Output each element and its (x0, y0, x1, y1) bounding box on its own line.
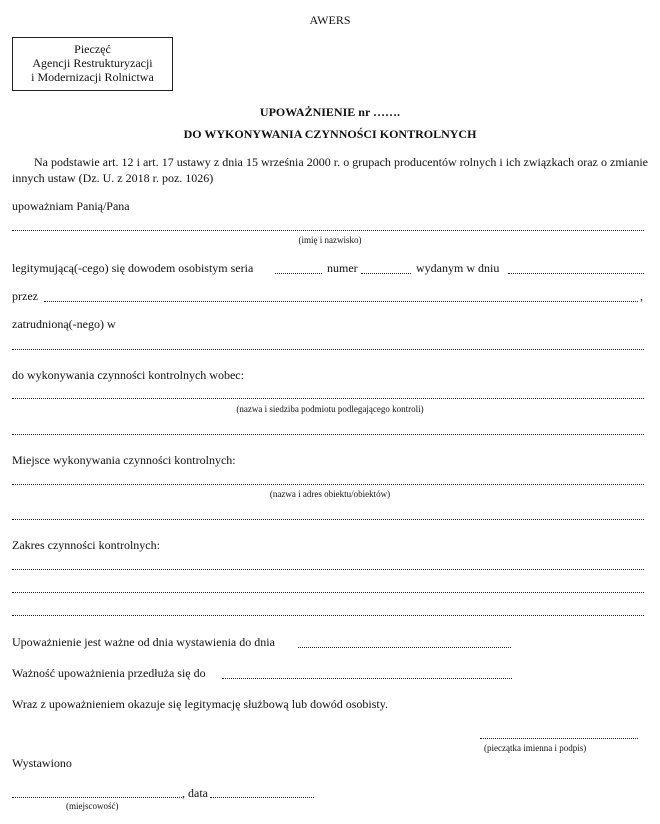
id-number-field[interactable] (361, 273, 411, 274)
date-field[interactable] (210, 797, 314, 798)
date-label: , data (182, 786, 208, 800)
name-caption: (imię i nazwisko) (298, 235, 362, 245)
control-subject-field-2[interactable] (12, 434, 644, 435)
control-subject-caption: (nazwa i siedziba podmiotu podlegającego kontroli) (236, 404, 424, 414)
id-document-note: Wraz z upoważnieniem okazuje się legitymację służbową lub dowód osobisty. (12, 697, 388, 711)
control-place-field-2[interactable] (12, 519, 644, 520)
control-place-field-1[interactable] (12, 484, 644, 485)
legal-basis-paragraph: Na podstawie art. 12 i art. 17 ustawy z dnia 15 września 2000 r. o grupach producentów rolnych i ich związkach oraz o zmianie innych ustaw (Dz. U. z 2018 r. poz. 1026) (12, 155, 648, 185)
control-place-caption: (nazwa i adres obiektu/obiektów) (269, 489, 391, 499)
signature-field[interactable] (480, 738, 638, 739)
stamp-line-2: Agencji Restrukturyzacji (32, 56, 153, 70)
employed-label: zatrudnioną(-nego) w (12, 317, 116, 331)
side-label: AWERS (309, 13, 351, 27)
issued-on-label: wydanym w dniu (416, 261, 500, 275)
id-number-label: numer (327, 261, 358, 275)
document-subtitle: DO WYKONYWANIA CZYNNOŚCI KONTROLNYCH (183, 127, 477, 141)
extension-label: Ważność upoważnienia przedłuża się do (12, 666, 206, 680)
control-subject-label: do wykonywania czynności kontrolnych wobec: (12, 368, 244, 382)
control-place-label: Miejsce wykonywania czynności kontrolnych: (12, 453, 236, 467)
issuer-label: przez (12, 289, 38, 303)
extension-field[interactable] (222, 678, 512, 679)
authorize-label: upoważniam Panią/Pana (12, 199, 130, 213)
stamp-line-3: i Modernizacji Rolnictwa (31, 70, 154, 84)
control-subject-field-1[interactable] (12, 398, 644, 399)
locality-caption: (miejscowość) (66, 801, 119, 811)
valid-until-field[interactable] (298, 647, 511, 648)
id-holder-label: legitymującą(-cego) się dowodem osobistym seria (12, 261, 254, 275)
control-scope-field-2[interactable] (12, 592, 644, 593)
locality-field[interactable] (12, 797, 182, 798)
name-field[interactable] (12, 230, 644, 231)
stamp-line-1: Pieczęć (74, 42, 111, 56)
id-series-field[interactable] (275, 273, 322, 274)
valid-until-label: Upoważnienie jest ważne od dnia wystawienia do dnia (12, 635, 275, 649)
document-title: UPOWAŻNIENIE nr ……. (259, 105, 401, 119)
control-scope-field-3[interactable] (12, 615, 644, 616)
issued-label: Wystawiono (12, 756, 72, 770)
control-scope-label: Zakres czynności kontrolnych: (12, 538, 160, 552)
issuer-field[interactable] (44, 301, 638, 302)
employer-field[interactable] (12, 349, 644, 350)
issued-on-field[interactable] (508, 273, 644, 274)
control-scope-field-1[interactable] (12, 569, 644, 570)
issuer-comma: , (640, 289, 643, 303)
agency-stamp-box (12, 37, 173, 91)
signature-caption: (pieczątka imienna i podpis) (484, 743, 587, 753)
